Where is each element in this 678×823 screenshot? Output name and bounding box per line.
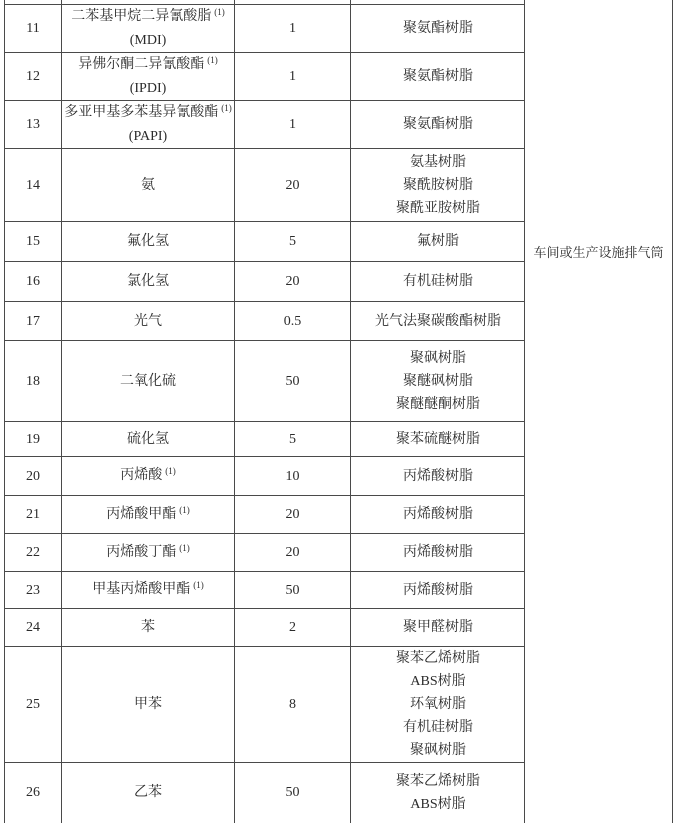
pollutant-name: 氟化氢 (127, 234, 169, 249)
limit-value-cell: 8 (235, 647, 351, 763)
table-row (5, 302, 526, 341)
row-number-cell: 16 (5, 262, 62, 302)
pollutant-name-cell (62, 149, 235, 222)
resin-type: 丙烯酸树脂 (403, 545, 473, 560)
table-row (5, 262, 526, 302)
pollutant-name: 乙苯 (134, 785, 162, 801)
pollutant-name: 光气 (134, 313, 162, 329)
limit-value-cell: 1 (235, 101, 351, 149)
resin-type: 聚苯乙烯树脂 (396, 773, 480, 789)
limit-value-cell: 2 (235, 609, 351, 647)
pollutant-name-cell (62, 496, 235, 534)
resin-type: 丙烯酸树脂 (403, 507, 473, 522)
table-row (5, 341, 526, 422)
resin-type: 聚酰亚胺树脂 (396, 200, 480, 216)
table-row (5, 149, 526, 222)
footnote-marker: (1) (179, 542, 190, 553)
table-row (5, 647, 526, 763)
pollutant-alias: (MDI) (129, 33, 167, 48)
limit-value-cell: 50 (235, 763, 351, 823)
pollutant-name: 甲苯 (134, 697, 162, 712)
pollutant-name: 二氧化硫 (120, 373, 176, 389)
pollutant-name: 丙烯酸 $^{(1)}$ (120, 466, 176, 483)
row-number-cell: 26 (5, 763, 62, 823)
limit-value-cell: 20 (235, 262, 351, 302)
table-row (5, 572, 526, 609)
resin-type: 丙烯酸树脂 (403, 468, 473, 484)
pollutant-name-cell (62, 457, 235, 496)
row-number-cell: 23 (5, 572, 62, 609)
row-number-cell: 13 (5, 101, 62, 149)
row-number-cell: 11 (5, 5, 62, 53)
resin-type-cell (351, 341, 526, 422)
row-number-cell: 25 (5, 647, 62, 763)
resin-type-cell (351, 53, 526, 101)
row-number-cell: 14 (5, 149, 62, 222)
limit-value-cell: 5 (235, 222, 351, 262)
resin-type-cell (351, 763, 526, 823)
resin-type-cell (351, 5, 526, 53)
table-row (5, 101, 526, 149)
row-number-cell: 24 (5, 609, 62, 647)
pollutant-name-cell (62, 534, 235, 572)
resin-type-cell (351, 149, 526, 222)
pollutant-name: 二苯基甲烷二异氰酸脂 $^{(1)}$ (71, 7, 225, 24)
resin-type: 聚氨酯树脂 (403, 117, 473, 132)
limit-value-cell: 1 (235, 53, 351, 101)
pollutant-name-cell (62, 341, 235, 422)
limit-value-cell: 5 (235, 422, 351, 457)
pollutant-name: 丙烯酸丁酯 $^{(1)}$ (106, 542, 190, 560)
limit-value-cell: 50 (235, 341, 351, 422)
footnote-marker: (1) (193, 580, 204, 590)
pollutant-alias: (PAPI) (128, 129, 168, 144)
table-row (5, 422, 526, 457)
resin-type-cell (351, 572, 526, 609)
limit-value-cell: 10 (235, 457, 351, 496)
pollutant-name-cell (62, 53, 235, 101)
resin-type: 聚醚醚酮树脂 (396, 396, 480, 412)
resin-type-cell (351, 496, 526, 534)
resin-type: 光气法聚碳酸酯树脂 (375, 313, 501, 329)
emission-limits-table (4, 0, 526, 823)
pollutant-name: 甲基丙烯酸甲酯 $^{(1)}$ (92, 580, 204, 597)
pollutant-alias: (IPDI) (129, 81, 167, 96)
table-row (5, 496, 526, 534)
pollutant-name: 异佛尔酮二异氰酸酯 $^{(1)}$ (78, 55, 218, 72)
resin-type: 氟树脂 (417, 234, 459, 249)
resin-type-cell (351, 534, 526, 572)
pollutant-name: 丙烯酸甲酯 $^{(1)}$ (106, 504, 190, 522)
row-number-cell: 21 (5, 496, 62, 534)
table-row (5, 609, 526, 647)
table-row (5, 53, 526, 101)
table-row (5, 763, 526, 823)
resin-type-cell (351, 647, 526, 763)
resin-type-cell (351, 457, 526, 496)
pollutant-name: 苯 (141, 620, 155, 635)
row-number-cell: 12 (5, 53, 62, 101)
row-number-cell: 19 (5, 422, 62, 457)
pollutant-name-cell (62, 222, 235, 262)
resin-type: 有机硅树脂 (403, 720, 473, 735)
pollutant-name: 硫化氢 (127, 431, 169, 447)
row-number-cell: 17 (5, 302, 62, 341)
footnote-marker: (1) (179, 504, 190, 515)
table-row (5, 534, 526, 572)
exhaust-stack-label: 车间或生产设施排气筒 (533, 245, 664, 260)
pollutant-name-cell (62, 763, 235, 823)
limit-value-cell: 20 (235, 496, 351, 534)
resin-type: 聚苯乙烯树脂 (396, 651, 480, 666)
limit-value-cell: 20 (235, 149, 351, 222)
resin-type: 氨基树脂 (410, 154, 466, 170)
resin-type: 聚酰胺树脂 (403, 177, 473, 193)
pollutant-name-cell (62, 647, 235, 763)
limit-value-cell: 0.5 (235, 302, 351, 341)
resin-type: ABS树脂 (410, 796, 466, 812)
resin-type-cell (351, 302, 526, 341)
resin-type: 聚甲醛树脂 (403, 620, 473, 635)
resin-type: 聚氨酯树脂 (403, 69, 473, 84)
pollutant-name-cell (62, 5, 235, 53)
footnote-marker: (1) (214, 7, 225, 17)
footnote-marker: (1) (221, 103, 232, 113)
pollutant-name-cell (62, 422, 235, 457)
footnote-marker: (1) (207, 55, 218, 65)
limit-value-cell: 50 (235, 572, 351, 609)
resin-type: 聚氨酯树脂 (403, 21, 473, 36)
row-number-cell: 20 (5, 457, 62, 496)
limit-value-cell: 20 (235, 534, 351, 572)
resin-type-cell (351, 609, 526, 647)
resin-type-cell (351, 101, 526, 149)
resin-type: 聚苯硫醚树脂 (396, 431, 480, 447)
pollutant-name-cell (62, 609, 235, 647)
pollutant-name: 多亚甲基多苯基异氰酸酯 $^{(1)}$ (64, 103, 232, 120)
row-number-cell: 22 (5, 534, 62, 572)
emission-limits-table-wrap (4, 0, 664, 823)
pollutant-name: 氨 (141, 177, 155, 193)
row-number-cell: 18 (5, 341, 62, 422)
exhaust-stack-column (524, 0, 673, 823)
resin-type: ABS树脂 (410, 674, 466, 689)
limit-value-cell: 1 (235, 5, 351, 53)
pollutant-name-cell (62, 101, 235, 149)
table-row (5, 5, 526, 53)
pollutant-name-cell (62, 262, 235, 302)
resin-type: 聚砜树脂 (410, 350, 466, 366)
resin-type-cell (351, 422, 526, 457)
resin-type-cell (351, 262, 526, 302)
pollutant-name-cell (62, 302, 235, 341)
pollutant-name: 氯化氢 (127, 274, 169, 289)
resin-type: 聚砜树脂 (410, 743, 466, 758)
resin-type: 有机硅树脂 (403, 274, 473, 289)
resin-type-cell (351, 222, 526, 262)
table-row (5, 222, 526, 262)
pollutant-name-cell (62, 572, 235, 609)
resin-type: 环氧树脂 (410, 697, 466, 712)
table-row (5, 457, 526, 496)
footnote-marker: (1) (165, 466, 176, 476)
resin-type: 聚醚砜树脂 (403, 373, 473, 389)
resin-type: 丙烯酸树脂 (403, 582, 473, 598)
row-number-cell: 15 (5, 222, 62, 262)
